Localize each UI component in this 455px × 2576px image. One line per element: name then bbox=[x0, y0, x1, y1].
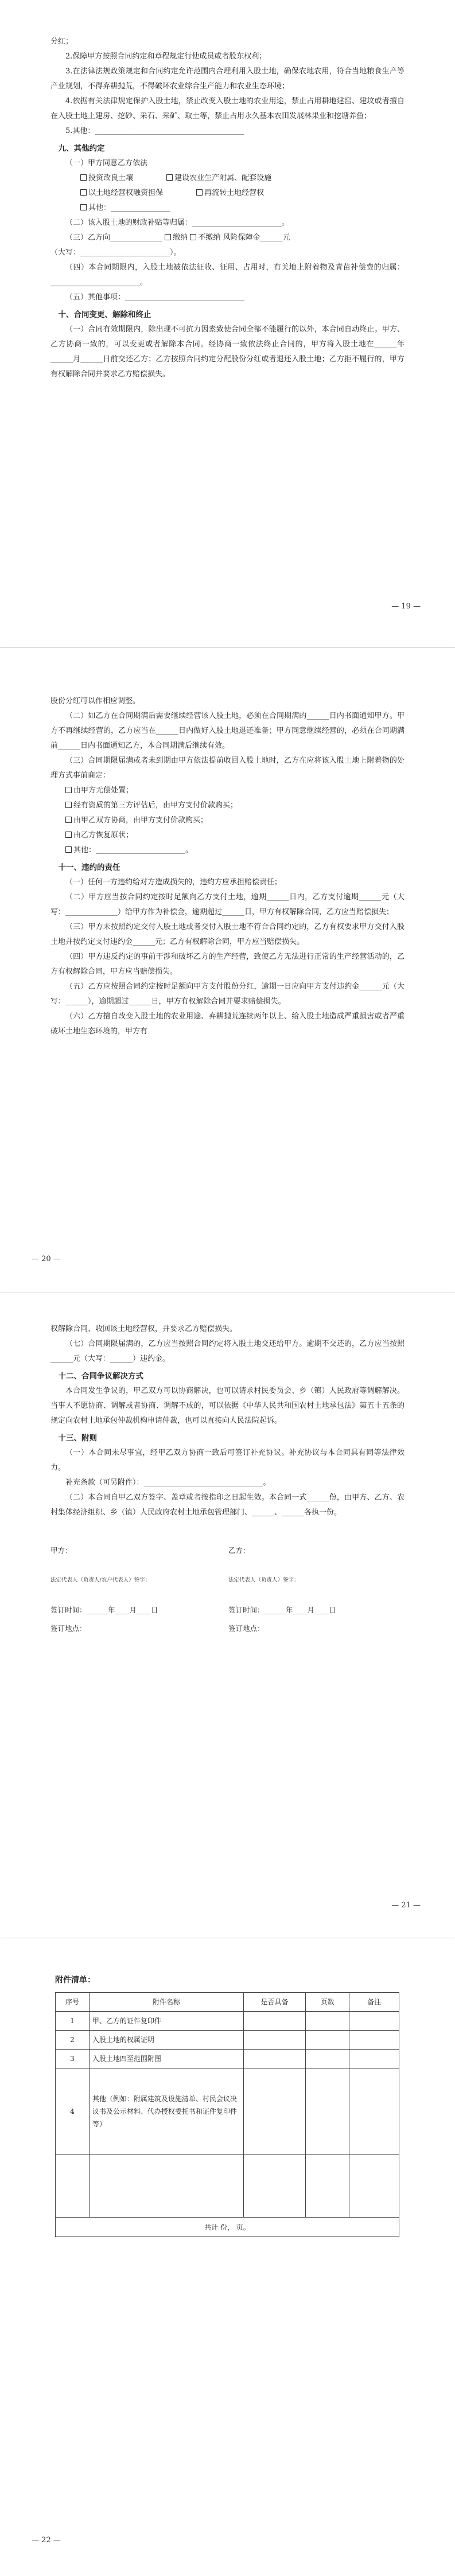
text-line: 4.依据有关法律规定保护入股土地，禁止改变入股土地的农业用途，禁止占用耕地建窑、建坟或者擅自在入股土地上建房、挖砂、采石、采矿、取土等，禁止占用永久基本农田发展林果业和挖塘养鱼； bbox=[50, 97, 405, 120]
option-row: 经有资质的第三方评估后，由甲方支付价款购买； bbox=[50, 798, 405, 813]
checkbox-icon[interactable] bbox=[165, 234, 171, 240]
table-cell[interactable] bbox=[306, 2050, 349, 2068]
signature-place bbox=[50, 1621, 360, 1636]
table-cell[interactable] bbox=[349, 2155, 399, 2218]
page-21-content bbox=[50, 1322, 405, 1636]
table-cell[interactable] bbox=[349, 2050, 399, 2068]
party-a-label: 甲方： bbox=[50, 1546, 72, 1555]
column-header: 序号 bbox=[56, 1993, 90, 2012]
text-line: （六）乙方擅自改变入股土地的农业用途、弃耕抛荒连续两年以上、给入股土地造成严重损害或者严重破坏土地生态环境的，甲方有 bbox=[50, 1012, 405, 1036]
section-heading: 十二、合同争议解决方式 bbox=[58, 1372, 143, 1381]
text-line: （二）甲方应当按合同约定按时足额向乙方支付土地，逾期______日内，乙方支付逾期______元（大写：______________）给甲方作为补偿金，逾期超过______日，甲方有权解除合同，乙方应当赔偿损失； bbox=[50, 893, 405, 916]
page-22 bbox=[0, 1938, 455, 2576]
checkbox-icon[interactable] bbox=[80, 204, 87, 210]
option-item[interactable]: 投资改良土壤 bbox=[65, 171, 133, 186]
checkbox-icon[interactable] bbox=[166, 174, 173, 181]
text-line: （三）甲方未按照约定交付入股土地或者交付入股土地不符合合同约定的，乙方有权要求甲方交付入股土地并按约定支付违约金______元；乙方有权解除合同，甲方应当赔偿损失。 bbox=[50, 923, 405, 946]
checkbox-icon[interactable] bbox=[80, 189, 87, 196]
option-row: 由甲乙双方协商，由甲方支付价款购买； bbox=[50, 813, 405, 828]
checkbox-icon[interactable] bbox=[80, 174, 87, 181]
checkbox-icon[interactable] bbox=[65, 787, 72, 793]
text-line: （五）其他事项：________________________________ bbox=[65, 293, 245, 302]
section-heading: 九、其他约定 bbox=[58, 144, 105, 153]
text-line: （一）甲方同意乙方依法 bbox=[65, 159, 148, 167]
table-cell: 4 bbox=[56, 2068, 90, 2155]
table-row bbox=[56, 2155, 399, 2218]
text-line: （四）甲方违反约定的事前干涉和破坏乙方的生产经营，致使乙方无法进行正常的生产经营活动的，乙方有权解除合同，甲方应当赔偿损失。 bbox=[50, 953, 405, 976]
table-cell: 2 bbox=[56, 2031, 90, 2050]
checkbox-icon[interactable] bbox=[65, 817, 72, 823]
table-cell: 其他（例如：附属建筑及设施清单、村民会议决议书及公示材料、代办授权委托书和证件复印件等） bbox=[89, 2068, 243, 2155]
column-header: 是否具备 bbox=[243, 1993, 305, 2012]
page-19 bbox=[0, 0, 455, 648]
table-cell: 甲、乙方的证件复印件 bbox=[89, 2012, 243, 2031]
page-20-content bbox=[50, 694, 405, 1039]
table-cell[interactable] bbox=[243, 2155, 305, 2218]
table-cell[interactable] bbox=[243, 2068, 305, 2155]
table-row bbox=[56, 2031, 399, 2050]
option-row bbox=[50, 171, 405, 186]
page-number: — 21 — bbox=[391, 1901, 421, 1910]
checkbox-icon[interactable] bbox=[65, 802, 72, 808]
option-item[interactable]: 以土地经营权融资担保 bbox=[65, 186, 163, 201]
page-20 bbox=[0, 648, 455, 1293]
text-line: （二）本合同自甲乙双方签字、盖章或者按指印之日起生效。本合同一式______份，由甲方、乙方、农村集体经济组织、乡（镇）人民政府农村土地承包管理部门、______、______各执一份。 bbox=[50, 1493, 405, 1517]
table-cell bbox=[89, 2155, 243, 2218]
page-number: — 19 — bbox=[391, 602, 421, 611]
table-cell[interactable] bbox=[243, 2012, 305, 2031]
text-line: （四）本合同期限内，入股土地被依法征收、征用、占用时，有关地上附着物及青苗补偿费的归属：________________________。 bbox=[50, 263, 405, 287]
party-b-label: 乙方： bbox=[228, 1546, 250, 1555]
option-item[interactable]: 建设农业生产附属、配套设施 bbox=[151, 171, 271, 186]
text-line: 5.其他：________________________________________ bbox=[65, 127, 244, 135]
table-cell bbox=[56, 2155, 90, 2218]
table-cell: 3 bbox=[56, 2050, 90, 2068]
checkbox-icon[interactable] bbox=[190, 234, 196, 240]
attachment-title: 附件清单： bbox=[55, 1976, 95, 1985]
table-cell: 入股土地的权属证明 bbox=[89, 2031, 243, 2050]
checkbox-icon[interactable] bbox=[65, 832, 72, 838]
table-cell: 入股土地四至范围附图 bbox=[89, 2050, 243, 2068]
text-line: （五）乙方应按照合同约定按时足额向甲方支付股份分红，逾期一日应向甲方支付违约金______元（大写：______），逾期超过______日，甲方有权解除合同并要求赔偿损失。 bbox=[50, 982, 405, 1006]
column-header: 备注 bbox=[349, 1993, 399, 2012]
sign-time-b: 签订时间：______年____月____日 bbox=[228, 1606, 336, 1614]
option-row bbox=[50, 201, 405, 216]
option-row: 其他：________________________。 bbox=[50, 843, 405, 858]
table-row bbox=[56, 2012, 399, 2031]
table-header-row bbox=[56, 1993, 399, 2012]
text-line: （一）合同有效期限内，除出现不可抗力因素致使合同全部不能履行的以外，本合同自动终止。甲方、乙方协商一致的，可以变更或者解除本合同。经协商一致依法终止合同的，甲方将入股土地在______年______月______日前交还乙方；乙方按照合同约定分配股份分红或者退还入股土地；乙方拒不履行的，甲方有权解除合同并要求乙方赔偿损失。 bbox=[50, 325, 405, 378]
table-total: 共计 份， 页。 bbox=[56, 2218, 399, 2237]
table-cell[interactable] bbox=[243, 2050, 305, 2068]
section-heading: 十、合同变更、解除和终止 bbox=[58, 310, 151, 319]
sign-time-a: 签订时间：______年____月____日 bbox=[50, 1606, 158, 1614]
signature-time bbox=[50, 1603, 360, 1618]
option-item[interactable]: 其他：________________ bbox=[65, 201, 170, 216]
page-number: — 20 — bbox=[32, 1255, 61, 1263]
sign-place-b: 签订地点： bbox=[228, 1624, 265, 1633]
section-heading: 十三、附则 bbox=[58, 1434, 97, 1443]
text-line: （二）该入股土地的财政补贴等归属：________________________。 bbox=[65, 218, 290, 227]
table-cell: 1 bbox=[56, 2012, 90, 2031]
text-line: （二）如乙方在合同期满后需要继续经营该入股土地，必须在合同期满的______日内书面通知甲方。甲方不再继续经营的，乙方应当在______日内做好入股土地退还准备；甲方同意继续经营的，必须在合同期满前______日内书面通知乙方，本合同期满后继续有效。 bbox=[50, 712, 405, 750]
text-line: 2.保障甲方按照合同约定和章程规定行使成员或者股东权利； bbox=[65, 52, 267, 61]
option-row: 由乙方恢复原状； bbox=[50, 828, 405, 843]
text-line: 本合同发生争议的，甲乙双方可以协商解决，也可以请求村民委员会、乡（镇）人民政府等调解解决。当事人不愿协商、调解或者协商、调解不成的，可以依据《中华人民共和国农村土地承包法》第五十五条的规定向农村土地承包仲裁机构申请仲裁，也可以直接向人民法院起诉。 bbox=[50, 1387, 405, 1425]
attachment-table bbox=[55, 1992, 399, 2237]
text-line: （三）合同期限届满或者未到期由甲方依法提前收回入股土地时，乙方在应将该入股土地上附着物的处理方式事前商定： bbox=[50, 756, 405, 780]
page-number: — 22 — bbox=[32, 2536, 61, 2544]
table-cell[interactable] bbox=[306, 2012, 349, 2031]
text-line: 3.在法律法规政策规定和合同约定允许范围内合理利用入股土地，确保农地农用，符合当地粮食生产等产业规划，不得弃耕抛荒，不得破坏农业综合生产能力和农业生态环境； bbox=[50, 67, 405, 91]
checkbox-icon[interactable] bbox=[196, 189, 203, 196]
column-header: 页数 bbox=[306, 1993, 349, 2012]
text-line: （一）任何一方违约给对方造成损失的，违约方应承担赔偿责任； bbox=[65, 878, 282, 887]
page-22-content bbox=[55, 1973, 409, 2237]
table-total-row bbox=[56, 2218, 399, 2237]
section-heading: 十一、违约的责任 bbox=[58, 863, 120, 872]
text-line: 分红； bbox=[50, 37, 73, 46]
legal-rep-b: 法定代表人（负责人）签字： bbox=[228, 1577, 300, 1583]
text-line: 权解除合同、收回该土地经营权，并要求乙方赔偿损失。 bbox=[50, 1325, 238, 1333]
table-cell[interactable] bbox=[306, 2031, 349, 2050]
column-header: 附件名称 bbox=[89, 1993, 243, 2012]
table-cell[interactable] bbox=[349, 2031, 399, 2050]
option-row bbox=[50, 186, 405, 201]
text-line: （大写：________________________）。 bbox=[50, 248, 181, 257]
page-19-content bbox=[50, 34, 405, 382]
signature-legal bbox=[50, 1573, 360, 1588]
table-cell[interactable] bbox=[349, 2012, 399, 2031]
table-row bbox=[56, 2050, 399, 2068]
text-line: （七）合同期限届满的，乙方应当按照合同约定将入股土地交还给甲方。逾期不交还的，乙方应当按照______元（大写：______）违约金。 bbox=[50, 1340, 405, 1363]
table-row bbox=[56, 2068, 399, 2155]
text-line: 补充条款（可另附件）：________________________________。 bbox=[65, 1478, 271, 1487]
signature-parties bbox=[50, 1543, 360, 1558]
page-21 bbox=[0, 1293, 455, 1938]
legal-rep-a: 法定代表人（负责人/农户代表人）签字： bbox=[50, 1577, 151, 1583]
table-cell[interactable] bbox=[243, 2031, 305, 2050]
sign-place-a: 签订地点： bbox=[50, 1624, 87, 1633]
checkbox-icon[interactable] bbox=[65, 846, 72, 853]
text-line: 股份分红可以作相应调整。 bbox=[50, 697, 141, 705]
text-line: （一）本合同未尽事宜，经甲乙双方协商一致后可签订补充协议。补充协议与本合同具有同等法律效力。 bbox=[50, 1449, 405, 1472]
table-cell[interactable] bbox=[306, 2068, 349, 2155]
table-cell[interactable] bbox=[306, 2155, 349, 2218]
option-row: 由甲方无偿处置； bbox=[50, 783, 405, 798]
option-item[interactable]: 再流转土地经营权 bbox=[181, 186, 264, 201]
table-cell[interactable] bbox=[349, 2068, 399, 2155]
text-line: （三）乙方向______________ 缴纳 不缴纳 风险保障金______元 bbox=[65, 233, 290, 242]
